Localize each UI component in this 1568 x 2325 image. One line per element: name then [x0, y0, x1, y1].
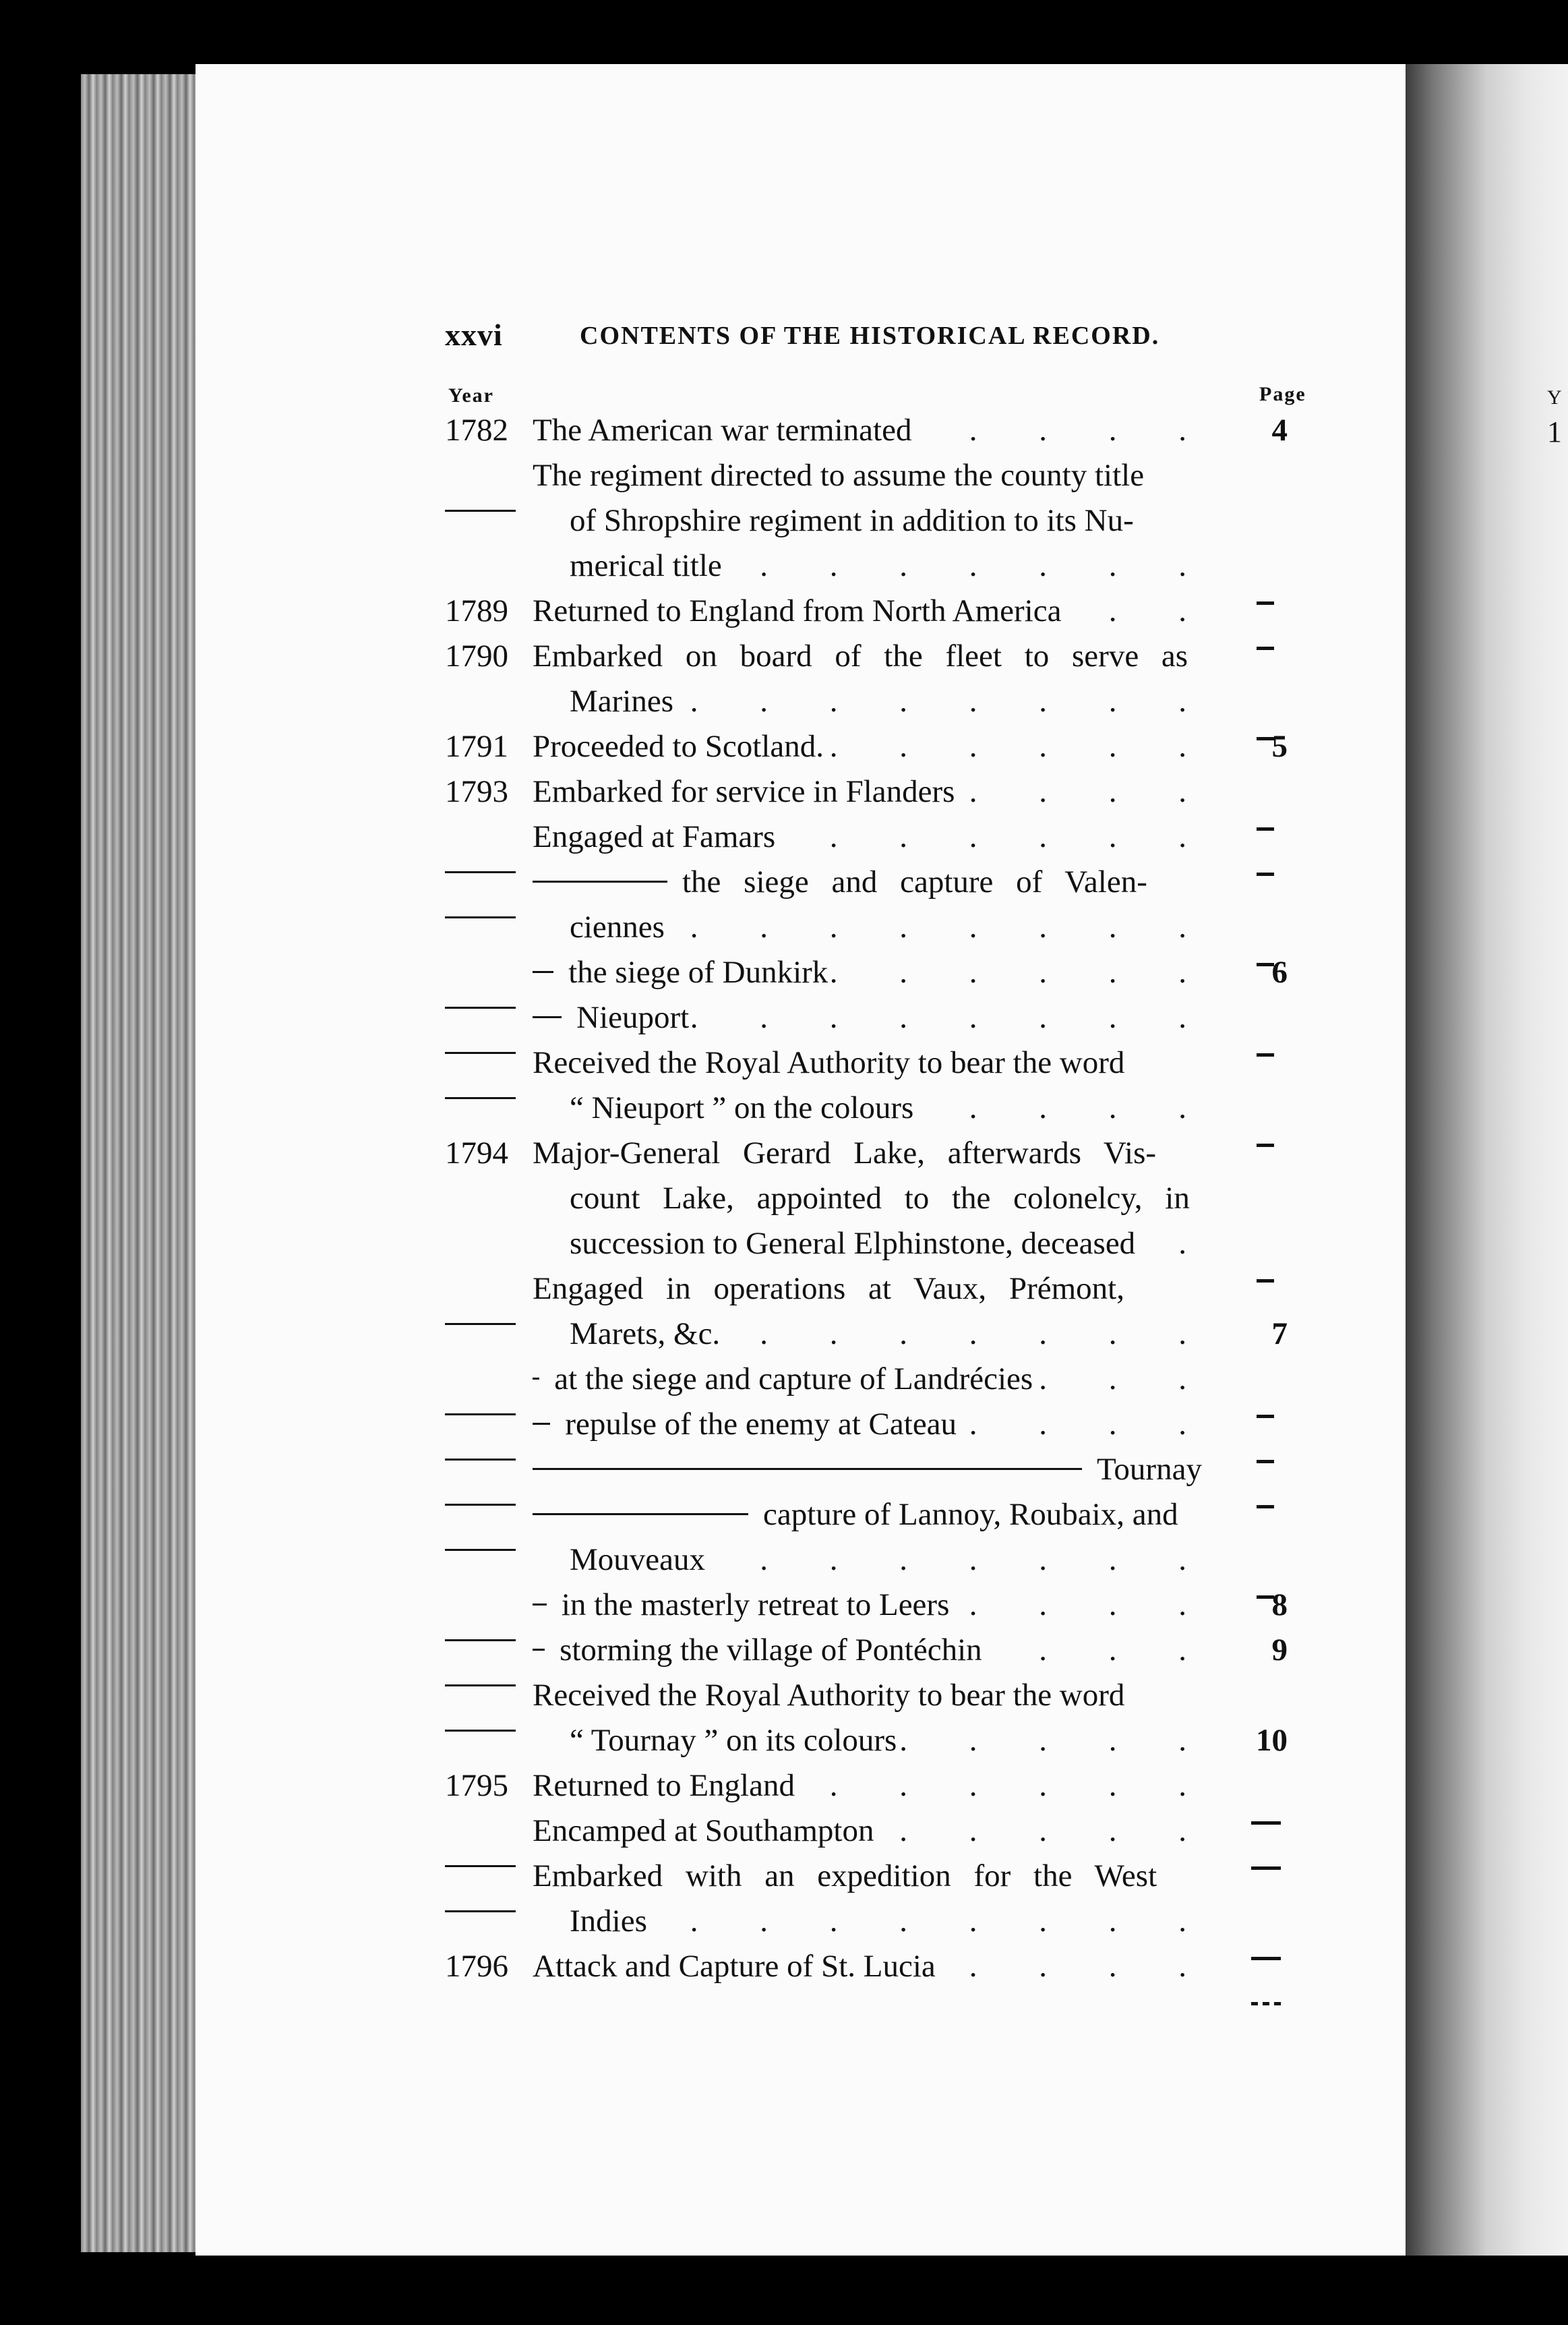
list-item: [445, 634, 1348, 679]
ditto-rule: [533, 1016, 562, 1018]
dot-leader: [828, 950, 1213, 995]
entry-text: of Shropshire regiment in addition to its Nu-: [570, 503, 1134, 538]
dot-leader: [824, 724, 1213, 769]
dot-leader: [673, 679, 1213, 724]
list-item: [445, 679, 1348, 724]
entry-page: 8: [1271, 1587, 1288, 1622]
list-item: [445, 498, 1348, 543]
entry-text: The American war terminated: [533, 413, 912, 448]
dot-leader: [647, 1899, 1213, 1944]
entry-text: The regiment directed to assume the county title: [533, 458, 1145, 493]
entry-text: in the masterly retreat to Leers: [561, 1587, 950, 1622]
list-item: [445, 1673, 1348, 1718]
dot-leader: [1135, 1221, 1213, 1266]
entry-text: the siege and capture of Valen-: [682, 864, 1147, 900]
entry-text: Received the Royal Authority to bear the word: [533, 1045, 1125, 1080]
list-item: [445, 1944, 1348, 1989]
dot-leader: [957, 1402, 1213, 1447]
dot-leader: [911, 408, 1213, 453]
dot-leader: [722, 543, 1213, 589]
list-item: [445, 769, 1348, 815]
entry-text: count Lake, appointed to the colonelcy, in: [570, 1181, 1190, 1216]
list-item: [445, 860, 1348, 905]
dot-leader: [689, 995, 1213, 1040]
entry-text: capture of Lannoy, Roubaix, and: [763, 1497, 1178, 1532]
facing-page: [1406, 64, 1568, 2256]
entry-text: ciennes: [570, 910, 665, 945]
entry-year: 1789: [445, 593, 508, 628]
list-item: [445, 815, 1348, 860]
list-item: [445, 1221, 1348, 1266]
entry-text: Returned to England: [533, 1768, 795, 1803]
dot-leader: [955, 769, 1213, 815]
list-item: [445, 453, 1348, 498]
entry-text: Encamped at Southampton: [533, 1813, 874, 1848]
contents-list: [445, 408, 1348, 1989]
list-item: [445, 543, 1348, 589]
list-item: [445, 950, 1348, 995]
entry-text: Major-General Gerard Lake, afterwards Vis-: [533, 1136, 1157, 1171]
page-edges: [81, 74, 202, 2252]
list-item: [445, 1537, 1348, 1583]
facing-year-fragment: 1: [1547, 415, 1562, 448]
entry-text: Engaged at Famars: [533, 819, 776, 854]
entry-text: Received the Royal Authority to bear the word: [533, 1678, 1125, 1713]
entry-year: 1793: [445, 774, 508, 809]
entry-text: Engaged in operations at Vaux, Prémont,: [533, 1271, 1124, 1306]
ditto-rule: [533, 1468, 1082, 1470]
dot-leader: [705, 1537, 1213, 1583]
ditto-rule: [533, 881, 667, 883]
list-item: [445, 724, 1348, 769]
page-number: xxvi: [445, 318, 503, 352]
entry-text: Attack and Capture of St. Lucia: [533, 1949, 936, 1984]
list-item: [445, 1131, 1348, 1176]
entry-text: Embarked with an expedition for the West: [533, 1858, 1157, 1893]
entry-text: Marets, &c.: [570, 1316, 721, 1351]
list-item: [445, 1312, 1348, 1357]
list-item: [445, 1266, 1348, 1312]
list-item: [445, 589, 1348, 634]
column-header-year: Year: [448, 384, 494, 407]
entry-text: Mouveaux: [570, 1542, 706, 1577]
entry-text: Nieuport: [576, 1000, 690, 1035]
list-item: [445, 1447, 1348, 1492]
dot-leader: [982, 1628, 1213, 1673]
list-item: [445, 1718, 1348, 1763]
entry-year: 1791: [445, 729, 508, 764]
dot-leader: [936, 1944, 1213, 1989]
entry-text: merical title: [570, 548, 722, 583]
dot-leader: [1061, 589, 1213, 634]
entry-year: 1795: [445, 1768, 508, 1803]
list-item: [445, 1357, 1348, 1402]
ditto-rule: [533, 1423, 550, 1425]
list-item: [445, 1040, 1348, 1086]
dot-leader: [897, 1718, 1213, 1763]
list-item: [445, 905, 1348, 950]
list-item: [445, 1808, 1348, 1854]
ditto-rule: [533, 1513, 748, 1515]
entry-page: 4: [1271, 413, 1288, 448]
dot-leader: [795, 1763, 1213, 1808]
running-head: [445, 317, 1348, 357]
entry-year: 1796: [445, 1949, 508, 1984]
page-title: CONTENTS OF THE HISTORICAL RECORD.: [580, 322, 1160, 350]
entry-text: Returned to England from North America: [533, 593, 1062, 628]
entry-year: 1782: [445, 413, 508, 448]
entry-page: 7: [1271, 1316, 1288, 1351]
list-item: [445, 1086, 1348, 1131]
dot-leader: [775, 815, 1213, 860]
entry-text: at the siege and capture of Landrécies: [554, 1361, 1033, 1396]
entry-text: Tournay: [1097, 1452, 1202, 1487]
entry-page: 9: [1271, 1632, 1288, 1668]
ditto-rule: [533, 1649, 545, 1651]
list-item: [445, 1402, 1348, 1447]
entry-text: succession to General Elphinstone, deceased: [570, 1226, 1136, 1261]
dot-leader: [874, 1808, 1213, 1854]
entry-text: the siege of Dunkirk: [568, 955, 828, 990]
list-item: [445, 1899, 1348, 1944]
list-item: [445, 1583, 1348, 1628]
list-item: [445, 1763, 1348, 1808]
column-header-page: Page: [1259, 383, 1306, 405]
dot-leader: [1033, 1357, 1213, 1402]
entry-text: “ Tournay ” on its colours: [570, 1723, 897, 1758]
entry-text: “ Nieuport ” on the colours: [570, 1090, 914, 1125]
list-item: [445, 408, 1348, 453]
dot-leader: [949, 1583, 1213, 1628]
entry-year: 1790: [445, 639, 508, 674]
list-item: [445, 1176, 1348, 1221]
entry-text: Proceeded to Scotland.: [533, 729, 824, 764]
ditto-rule: [533, 1603, 547, 1606]
dot-leader: [665, 905, 1213, 950]
entry-text: repulse of the enemy at Cateau: [565, 1407, 957, 1442]
ditto-rule: [533, 1378, 539, 1380]
list-item: [445, 995, 1348, 1040]
list-item: [445, 1854, 1348, 1899]
entry-year: 1794: [445, 1136, 508, 1171]
entry-page: 5: [1271, 729, 1288, 764]
list-item: [445, 1628, 1348, 1673]
dot-leader: [913, 1086, 1213, 1131]
entry-page: 6: [1271, 955, 1288, 990]
ditto-rule: [533, 971, 553, 973]
entry-text: Embarked on board of the fleet to serve as: [533, 639, 1188, 674]
entry-page: 10: [1256, 1723, 1288, 1758]
entry-text: storming the village of Pontéchin: [560, 1632, 982, 1668]
entry-text: Marines: [570, 684, 674, 719]
list-item: [445, 1492, 1348, 1537]
entry-text: Indies: [570, 1904, 647, 1939]
entry-text: Embarked for service in Flanders: [533, 774, 955, 809]
facing-column-fragment: Y: [1547, 386, 1562, 409]
dot-leader: [720, 1312, 1213, 1357]
